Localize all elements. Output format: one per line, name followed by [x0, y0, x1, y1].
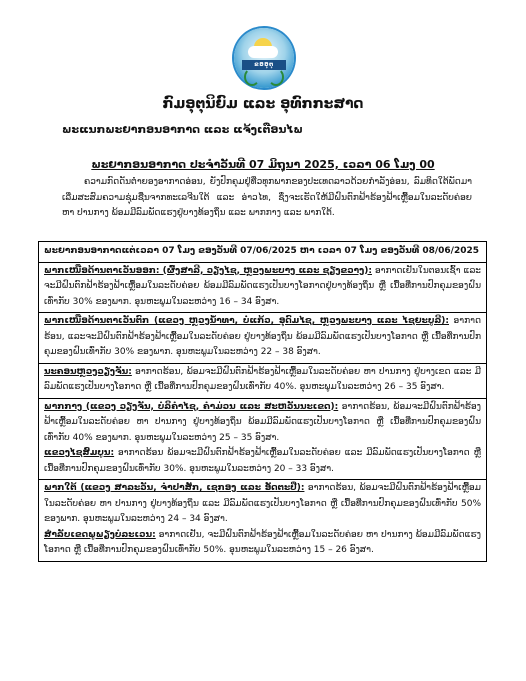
region-block-central — [44, 400, 481, 447]
region-name: ພາກເໜືອດ້ານຕາເວັນຕົກ (ແຂວງ ຫຼວງນ້ຳທາ, ບໍ່ແກ້ວ, ອຸດົມໄຊ, ຫຼວງພະບາງ ແລະ ໄຊຍະບູລີ): — [44, 316, 449, 326]
region-forecast: ອາກາດຮ້ອນ, ພ້ອມຈະມີຝົນຕົກຟ້າຮ້ອງຟ້າເຫຼື້ອມໃນລະດັບຄ່ອຍ ຫາ ປານກາງ ຢູ່ບາງເຂດ ແລະ ມີລົມພັດແຮງເປັນບາງໂອກາດ ຫຼື ເນື້ອທີ່ການປົກຄຸມຂອງຝົນເທົ່າກັບ 40%. ອຸນຫະພູມໃນລະຫວ່າງ 26 – 35 ອົງສາ. — [44, 366, 481, 392]
department-title: ພະແນກພະຍາກອນອາກາດ ແລະ ແຈ້ງເຕືອນໄພ — [62, 123, 303, 136]
region-block-south — [44, 481, 481, 528]
region-name: ພາກໃຕ້ (ແຂວງ ສາລະວັນ, ຈຳປາສັກ, ເຊກອງ ແລະ ອັດຕະປື): — [44, 483, 305, 493]
region-block-bolaven-plateau — [44, 528, 481, 559]
region-row-vientiane-capital — [39, 364, 486, 399]
cloud-icon — [248, 46, 278, 58]
ministry-title: ກົມອຸຕຸນິຍົມ ແລະ ອຸທົກກະສາດ — [162, 96, 364, 112]
region-row-south — [39, 480, 486, 561]
region-block-xaisomboun — [44, 446, 481, 477]
region-name: ນະຄອນຫຼວງວຽງຈັນ: — [44, 366, 132, 377]
forecast-period-header: ພະຍາກອນອາກາດແຕ່ເວລາ 07 ໂມງ ຂອງວັນທີ 07/06/2025 ຫາ ເວລາ 07 ໂມງ ຂອງວັນທີ 08/06/2025 — [39, 242, 486, 263]
department-logo — [234, 28, 294, 88]
synopsis — [62, 175, 472, 222]
forecast-table — [38, 241, 487, 562]
region-forecast: ອາກາດຮ້ອນ ພ້ອມຈະມີຝົນຕົກຟ້າຮ້ອງຟ້າເຫຼື້ອມໃນລະດັບຄ່ອຍ ແລະ ມີລົມພັດແຮງເປັນບາງໂອກາດ ຫຼື ເນື້ອທີ່ການປົກຄຸມຂອງຝົນເທົ່າກັບ 30%. ອຸນຫະພູມໃນລະຫວ່າງ 20 – 33 ອົງສາ. — [44, 448, 481, 474]
logo-text: ຂອອຸຕຸ — [242, 60, 286, 70]
region-forecast: ອາກາດເຢັນ, ຈະມີຝົນຕົກຟ້າຮ້ອງຟ້າເຫຼື້ອມໃນລະດັບຄ່ອຍ ຫາ ປານກາງ ພ້ອມມີລົມພັດແຮງໂອກາດ ຫຼື ເນື້ອທີ່ການປົກຄຸມຂອງຝົນເທົ່າກັບ 50%. ອຸນຫະພູມໃນລະຫວ່າງ 15 – 26 ອົງສາ. — [44, 529, 481, 555]
region-name: ພາກກາງ (ແຂວງ ວຽງຈັນ, ບໍລິຄຳໄຊ, ຄຳມ່ວນ ແລະ ສະຫວັນນະເຂດ): — [44, 401, 339, 412]
region-name: ພາກເໜືອດ້ານຕາເວັນອອກ: (ຜົ້ງສາລີ, ວຽງໄຊ, ຫຼວງພະບາງ ແລະ ຊຽງຂວາງ): — [44, 265, 372, 276]
region-forecast: ອາກາດເຢັນໃນຕອນເຊົ້າ ແລະ ຈະມີຝົນຕົກຟ້າຮ້ອງຟ້າເຫຼື້ອມໃນລະດັບຄ່ອຍ ພ້ອມມີລົມພັດແຮງເປັນບາງໂອກາດຢູ່ບາງທ້ອງຖິ່ນ ຫຼື ເນື້ອທີ່ການປົກຄຸມຂອງຝົນເທົ່າກັບ 30% ຂອງພາກ. ອຸນຫະພູມໃນລະຫວ່າງ 16 – 34 ອົງສາ. — [44, 265, 481, 307]
region-row-central — [39, 399, 486, 481]
region-forecast: ອາກາດຮ້ອນ, ແລະຈະມີຝົນຕົກຟ້າຮ້ອງຟ້າເຫຼື້ອມໃນລະດັບຄ່ອຍ ຢູ່ບາງທ້ອງຖິ່ນ ພ້ອມມີລົມພັດແຮງເປັນບາງໂອກາດ ຫຼື ເນື້ອທີ່ການປົກຄຸມຂອງຝົນເທົ່າກັບ 30% ຂອງພາກ. ອຸນຫະພູມໃນລະຫວ່າງ 22 – 38 ອົງສາ. — [44, 316, 482, 357]
leaf-right-icon — [268, 68, 284, 86]
region-row-north-east — [39, 263, 486, 314]
region-forecast: ອາກາດຮ້ອນ, ພ້ອມຈະມີຝົນຕົກຟ້າຮ້ອງຟ້າເຫຼື້ອມໃນລະດັບຄ່ອຍ ຫາ ປານກາງ ຢູ່ບາງທ້ອງຖິ່ນ ພ້ອມມີລົມພັດແຮງເປັນບາງໂອກາດ ຫຼື ເນື້ອທີ່ການປົກຄຸມຂອງຝົນເທົ່າກັບ 40% ຂອງພາກ. ອຸນຫະພູມໃນລະຫວ່າງ 25 – 35 ອົງສາ. — [44, 401, 481, 443]
region-forecast: ອາກາດຮ້ອນ, ພ້ອມຈະມີຝົນຕົກຟ້າຮ້ອງຟ້າເຫຼື້ອມໃນລະດັບຄ່ອຍ ຫາ ປານກາງ ຢູ່ບາງທ້ອງຖິ່ນ ແລະ ມີລົມພັດແຮງເປັນບາງໂອກາດ ຫຼື ເນື້ອທີ່ການປົກຄຸມຂອງຝົນເທົ່າກັບ 50% ຂອງພາກ. ອຸນຫະພູມໃນລະຫວ່າງ 24 – 34 ອົງສາ. — [44, 483, 481, 524]
synopsis-text: ຄວາມກົດດັນຕໍ່າຍອງອາກາດອ່ອນ, ຍັງປົກຄຸມຢູ່ທີ່ວທຸກພາກຂອງປະເທດລາວດ້ວຍກຳລັງອ່ອນ, ລົມທິດໃຕ້ພັດມາເລີ່ມສະສົມຄວາມຊຸ່ມຊື່ນຈາກທະເລຈີນໃຕ້ ແລະ ອ່າວໄທ, ຊຶ່ງຈະເຮັດໃຫ້ມີຝົນຕົກຟ້າຮ້ອງຟ້າເຫຼື້ອມໃນລະດັບຄ່ອຍ ຫາ ປານກາງ ພ້ອມມີລົມພັດແຮງຢູ່ບາງທ້ອງຖິ່ນ ແລະ ພາກກາງ ແລະ ພາກໃຕ້. — [62, 177, 472, 218]
region-name: ສຳລັບເຂດພູພຽງບໍລະເວນ: — [44, 529, 156, 540]
region-row-north-west — [39, 313, 486, 364]
forecast-title: ພະຍາກອນອາກາດ ປະຈຳວັນທີ 07 ມິຖຸນາ 2025, ເວລາ 06 ໂມງ 00 — [91, 158, 435, 171]
region-name: ແຂວງໄຊສົມບູນ: — [44, 448, 115, 458]
leaf-left-icon — [244, 68, 260, 86]
